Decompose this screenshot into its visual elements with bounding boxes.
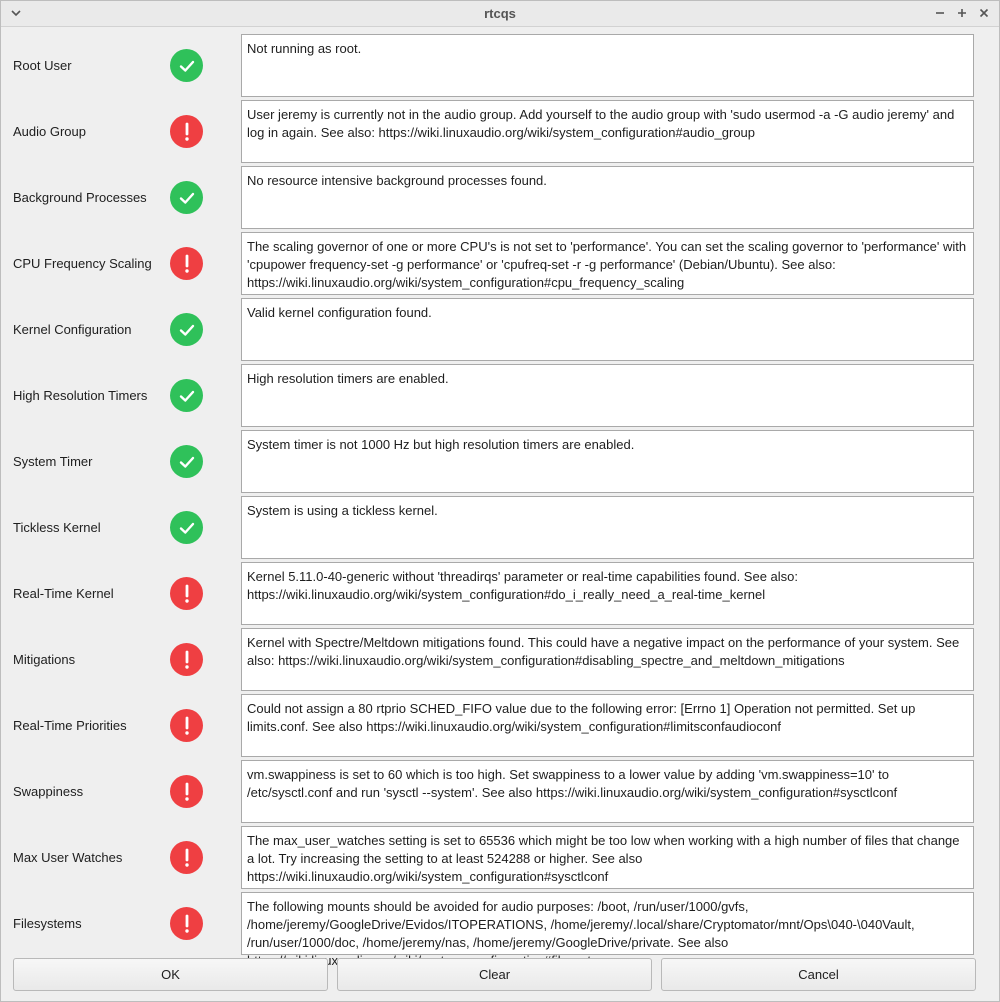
check-ok-icon — [170, 511, 203, 544]
check-row — [1, 892, 999, 958]
check-label: Audio Group — [13, 124, 86, 139]
check-message-box[interactable]: The following mounts should be avoided for audio purposes: /boot, /run/user/1000/gvfs, /home/jeremy/GoogleDrive/Evidos/ITOPERATIONS, /home/jeremy/.local/share/Cryptomator/mnt/Ops\040-\040Vault, /run/user/1000/doc, /home/jeremy/nas, /home/jeremy/GoogleDrive/private. See also — [241, 892, 974, 955]
check-message-box[interactable]: System timer is not 1000 Hz but high resolution timers are enabled. — [241, 430, 974, 493]
button-bar — [13, 958, 976, 991]
check-ok-icon — [170, 445, 203, 478]
warning-icon — [170, 247, 203, 280]
check-message-box[interactable]: Could not assign a 80 rtprio SCHED_FIFO value due to the following error: [Errno 1] Operation not permitted. Set up limits.conf. See also https://wiki.linuxaudio.org/wiki/system_configuration#limitsconfaudioconf — [241, 694, 974, 757]
check-row — [1, 100, 999, 166]
check-row — [1, 166, 999, 232]
title-bar — [1, 1, 999, 27]
window-title: rtcqs — [484, 6, 516, 21]
ok-button[interactable]: OK — [13, 958, 328, 991]
warning-icon — [170, 841, 203, 874]
warning-icon — [170, 115, 203, 148]
check-message-box[interactable]: The scaling governor of one or more CPU's is not set to 'performance'. You can set the scaling governor to 'performance' with 'cpupower frequency-set -g performance' or 'cpufreq-set -r -g performance' (Debian/Ubuntu). See also: https://wiki.linuxaudio.org/wiki/system_configuration#cpu_frequency_scaling — [241, 232, 974, 295]
check-label: System Timer — [13, 454, 93, 469]
warning-icon — [170, 643, 203, 676]
warning-icon — [170, 709, 203, 742]
check-row — [1, 232, 999, 298]
check-label: Filesystems — [13, 916, 82, 931]
check-list — [1, 34, 999, 958]
check-label: Kernel Configuration — [13, 322, 132, 337]
check-row — [1, 496, 999, 562]
check-label: Real-Time Priorities — [13, 718, 127, 733]
maximize-icon[interactable] — [955, 5, 969, 21]
check-label: Root User — [13, 58, 72, 73]
check-ok-icon — [170, 313, 203, 346]
cancel-button[interactable]: Cancel — [661, 958, 976, 991]
check-label: High Resolution Timers — [13, 388, 148, 403]
check-row — [1, 562, 999, 628]
check-row — [1, 694, 999, 760]
check-label: Real-Time Kernel — [13, 586, 114, 601]
check-label: Max User Watches — [13, 850, 123, 865]
clear-button[interactable]: Clear — [337, 958, 652, 991]
check-label: Tickless Kernel — [13, 520, 101, 535]
check-message-box[interactable]: User jeremy is currently not in the audio group. Add yourself to the audio group with 'sudo usermod -a -G audio jeremy' and log in again. See also: https://wiki.linuxaudio.org/wiki/system_configuration#audio_group — [241, 100, 974, 163]
check-message-box[interactable]: System is using a tickless kernel. — [241, 496, 974, 559]
check-ok-icon — [170, 379, 203, 412]
check-message-box[interactable]: Not running as root. — [241, 34, 974, 97]
check-row — [1, 760, 999, 826]
check-message-box[interactable]: The max_user_watches setting is set to 65536 which might be too low when working with a high number of files that change a lot. Try increasing the setting to at least 524288 or higher. See also https://wiki.linuxaudio.org/wiki/system_configuration#sysctlconf — [241, 826, 974, 889]
check-row — [1, 298, 999, 364]
check-message-box[interactable]: Kernel 5.11.0-40-generic without 'threadirqs' parameter or real-time capabilities found. See also: https://wiki.linuxaudio.org/wiki/system_configuration#do_i_really_need_a_real-time_kernel — [241, 562, 974, 625]
check-message-box[interactable]: High resolution timers are enabled. — [241, 364, 974, 427]
check-message-box[interactable]: Valid kernel configuration found. — [241, 298, 974, 361]
warning-icon — [170, 775, 203, 808]
check-row — [1, 34, 999, 100]
warning-icon — [170, 577, 203, 610]
check-message-box[interactable]: No resource intensive background processes found. — [241, 166, 974, 229]
check-label: Background Processes — [13, 190, 147, 205]
check-message-box[interactable]: vm.swappiness is set to 60 which is too high. Set swappiness to a lower value by adding 'vm.swappiness=10' to /etc/sysctl.conf and run 'sysctl --system'. See also https://wiki.linuxaudio.org/wiki/system_configuration#sysctlconf — [241, 760, 974, 823]
check-ok-icon — [170, 49, 203, 82]
check-ok-icon — [170, 181, 203, 214]
check-row — [1, 826, 999, 892]
minimize-icon[interactable] — [933, 5, 947, 21]
check-row — [1, 430, 999, 496]
check-row — [1, 364, 999, 430]
check-row — [1, 628, 999, 694]
check-label: Swappiness — [13, 784, 84, 799]
close-icon[interactable] — [977, 5, 991, 21]
check-label: CPU Frequency Scaling — [13, 256, 152, 271]
check-label: Mitigations — [13, 652, 76, 667]
warning-icon — [170, 907, 203, 940]
check-message-box[interactable]: Kernel with Spectre/Meltdown mitigations found. This could have a negative impact on the performance of your system. See also: https://wiki.linuxaudio.org/wiki/system_configuration#disabling_spectre_and_meltdown_mitigations — [241, 628, 974, 691]
